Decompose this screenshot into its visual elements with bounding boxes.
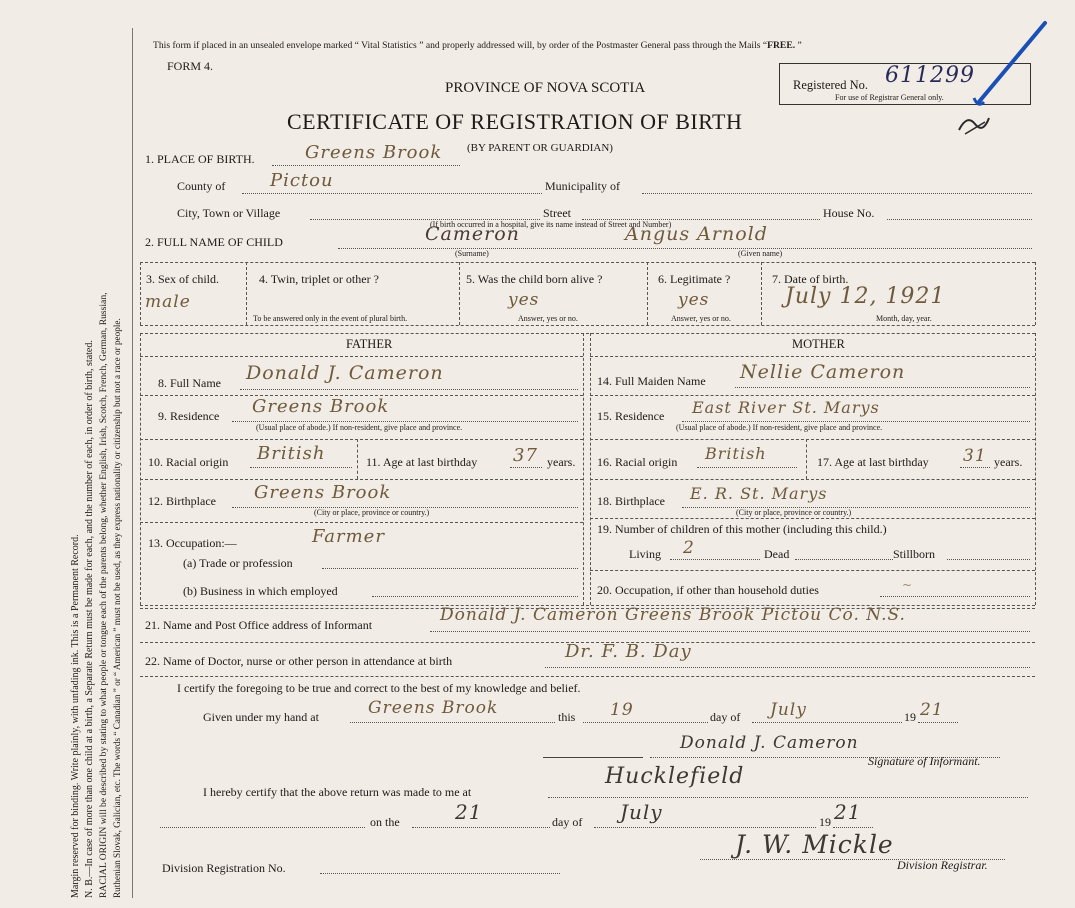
- father-birthplace-label: 12. Birthplace: [148, 494, 216, 508]
- box-divider: [246, 262, 247, 325]
- mother-occupation-mark: ~: [902, 578, 914, 592]
- margin-note-racial-2: Ruthenian Slovak, Galician, etc. The words “ Canadian ” or “ American ” must not be used, as they express nationality or citizenship but not a race or people.: [112, 318, 122, 898]
- given-month-line: [752, 722, 902, 723]
- sex-label: 3. Sex of child.: [146, 272, 219, 286]
- given-place-value: Greens Brook: [368, 698, 499, 718]
- box-divider: [1035, 262, 1036, 325]
- given-month-value: July: [770, 700, 807, 720]
- box-divider: [647, 262, 648, 325]
- by-parent-note: (BY PARENT OR GUARDIAN): [467, 142, 613, 154]
- registrar-month-value: July: [620, 800, 663, 824]
- registrar-year-value: 21: [834, 800, 862, 824]
- box-row-bottom: [140, 325, 1035, 326]
- county-label: County of: [177, 179, 226, 193]
- given-year-value: 21: [920, 700, 944, 720]
- mother-birthplace-label: 18. Birthplace: [597, 494, 665, 508]
- given-place-line: [350, 722, 555, 723]
- alive-label: 5. Was the child born alive ?: [466, 272, 603, 286]
- father-age-label: 11. Age at last birthday: [366, 455, 478, 469]
- certify-statement: I certify the foregoing to be true and correct to the best of my knowledge and belief.: [177, 681, 581, 695]
- father-name-line: [240, 389, 578, 390]
- stillborn-line: [947, 559, 1030, 560]
- legitimate-label: 6. Legitimate ?: [658, 272, 731, 286]
- father-row-rule: [140, 479, 583, 480]
- parents-mid2: [590, 333, 591, 605]
- registrar-signature-caption: Division Registrar.: [897, 858, 988, 872]
- given-year-line: [918, 722, 958, 723]
- parents-top: [140, 333, 1035, 334]
- living-label: Living: [629, 547, 661, 561]
- place-line: [272, 165, 460, 166]
- registrar-day-of-label: day of: [552, 815, 583, 829]
- house-line: [887, 219, 1032, 220]
- mother-age-line: [960, 467, 990, 468]
- father-name-label: 8. Full Name: [158, 376, 221, 390]
- father-heading: FATHER: [346, 337, 393, 351]
- mother-residence-label: 15. Residence: [597, 409, 665, 423]
- father-row-rule: [140, 439, 583, 440]
- informant-line: [430, 631, 1030, 632]
- margin-note-binding: Margin reserved for binding. Write plainly, with unfading ink. This is a Permanent Record.: [70, 534, 81, 898]
- father-residence-value: Greens Brook: [252, 396, 390, 417]
- box-divider: [459, 262, 460, 325]
- registrar-day-line: [412, 827, 550, 828]
- informant-signature-caption: Signature of Informant.: [868, 754, 981, 768]
- registrar-lead-line: [160, 827, 365, 828]
- father-racial-line: [250, 467, 352, 468]
- date-of-birth-label: 7. Date of birth.: [772, 272, 849, 286]
- mother-age-value: 31: [963, 446, 987, 466]
- doctor-rule: [140, 676, 1035, 677]
- county-value: Pictou: [270, 170, 334, 191]
- mother-row-rule: [590, 479, 1035, 480]
- mother-residence-value: East River St. Marys: [692, 398, 880, 417]
- mother-name-line: [735, 387, 1030, 388]
- box-divider: [761, 262, 762, 325]
- mother-residence-line: [682, 421, 1030, 422]
- father-age-value: 37: [513, 445, 538, 466]
- father-row-rule: [140, 522, 583, 523]
- children-count-label: 19. Number of children of this mother (including this child.): [597, 522, 887, 536]
- doctor-label: 22. Name of Doctor, nurse or other person in attendance at birth: [145, 654, 453, 668]
- mother-racial-label: 16. Racial origin: [597, 455, 678, 469]
- mother-birthplace-note: (City or place, province or country.): [736, 508, 852, 517]
- day-of-label: day of: [710, 710, 741, 724]
- house-label: House No.: [823, 206, 875, 220]
- trade-line: [322, 568, 578, 569]
- form-number: FORM 4.: [167, 59, 214, 73]
- county-line: [242, 193, 542, 194]
- municipality-label: Municipality of: [545, 179, 620, 193]
- ink-mark: [955, 110, 995, 140]
- mother-birthplace-value: E. R. St. Marys: [690, 484, 828, 503]
- blue-check-mark: [960, 18, 1060, 118]
- mother-row-rule: [590, 518, 1035, 519]
- registrar-month-line: [594, 827, 816, 828]
- date-of-birth-note: Month, day, year.: [876, 314, 932, 323]
- father-birthplace-value: Greens Brook: [254, 482, 392, 503]
- parents-right: [1035, 333, 1036, 605]
- father-racial-label: 10. Racial origin: [148, 455, 229, 469]
- margin-note-nb: N. B.—In case of more than one child at a birth, a Separate Return must be made for each, and the number of each, in order of birth, stated.: [84, 340, 95, 898]
- parents-left: [140, 333, 141, 605]
- registrar-signature: J. W. Mickle: [735, 830, 894, 859]
- mother-age-label: 17. Age at last birthday: [817, 455, 929, 469]
- this-label: this: [558, 710, 576, 724]
- living-value: 2: [683, 538, 695, 558]
- mail-note-text: This form if placed in an unsealed envelope marked “ Vital Statistics ” and properly addressed will, by order of the Postmaster General pass through the Mails “: [153, 40, 768, 51]
- binding-margin-rule: [132, 28, 133, 898]
- division-registration-label: Division Registration No.: [162, 861, 286, 875]
- mother-row-rule: [590, 570, 1035, 571]
- alive-value: yes: [508, 290, 540, 310]
- street-label: Street: [543, 206, 571, 220]
- doctor-line: [545, 667, 1030, 668]
- signature-start-rule: [543, 757, 643, 758]
- registrar-year-prefix: 19: [819, 815, 831, 829]
- stillborn-label: Stillborn: [893, 547, 936, 561]
- mother-occupation-label: 20. Occupation, if other than household duties: [597, 583, 819, 597]
- registrar-use-note: For use of Registrar General only.: [835, 93, 944, 102]
- father-occupation-value: Farmer: [312, 526, 385, 547]
- informant-label: 21. Name and Post Office address of Informant: [145, 618, 373, 632]
- given-day-value: 19: [610, 700, 634, 720]
- registrar-statement: I hereby certify that the above return was made to me at: [203, 785, 472, 799]
- mother-years-label: years.: [994, 455, 1023, 469]
- municipality-line: [642, 193, 1032, 194]
- legitimate-value: yes: [678, 290, 710, 310]
- given-under-hand-label: Given under my hand at: [203, 710, 319, 724]
- living-line: [670, 559, 760, 560]
- box-divider: [140, 262, 141, 325]
- mother-racial-divider: [806, 439, 807, 479]
- father-residence-note: (Usual place of abode.) If non-resident, give place and province.: [256, 423, 463, 432]
- registrar-place-value: Hucklefield: [605, 764, 745, 789]
- given-name-caption: (Given name): [738, 249, 783, 258]
- date-of-birth-value: July 12, 1921: [785, 284, 946, 309]
- sex-value: male: [145, 292, 191, 312]
- mother-occupation-line: [880, 596, 1030, 597]
- mother-name-value: Nellie Cameron: [740, 361, 906, 383]
- business-label: (b) Business in which employed: [183, 584, 338, 598]
- child-name-line: [338, 248, 1032, 249]
- mother-racial-value: British: [705, 444, 767, 463]
- box-row-top: [140, 262, 1035, 263]
- father-birthplace-note: (City or place, province or country.): [314, 508, 430, 517]
- given-day-line: [583, 722, 708, 723]
- registered-label: Registered No.: [793, 78, 868, 92]
- father-heading-rule: [140, 356, 583, 357]
- registrar-place-line: [548, 797, 1028, 798]
- dead-label: Dead: [764, 547, 790, 561]
- city-label: City, Town or Village: [177, 206, 281, 220]
- given-year-prefix: 19: [904, 710, 916, 724]
- father-racial-divider: [357, 439, 358, 479]
- mother-residence-note: (Usual place of abode.) If non-resident, give place and province.: [676, 423, 883, 432]
- father-age-line: [510, 467, 542, 468]
- twin-note: To be answered only in the event of plural birth.: [253, 314, 408, 323]
- division-registration-line: [320, 873, 560, 874]
- mother-heading-rule: [590, 356, 1035, 357]
- registered-number: 611299: [885, 63, 975, 88]
- mail-note-free: FREE.: [767, 40, 796, 51]
- father-name-value: Donald J. Cameron: [246, 362, 444, 384]
- mother-name-label: 14. Full Maiden Name: [597, 374, 706, 388]
- dead-line: [795, 559, 893, 560]
- registrar-year-line: [833, 827, 873, 828]
- mother-row-rule: [590, 395, 1035, 396]
- margin-note-racial: RACIAL ORIGIN will be described by stating to what people or tongue each of the parents belong, whether English, Irish, Scotch, French, German, Russian,: [98, 292, 109, 898]
- mail-note: [153, 40, 802, 51]
- business-line: [372, 596, 578, 597]
- father-residence-line: [232, 421, 578, 422]
- surname-caption: (Surname): [455, 249, 489, 258]
- father-occupation-label: 13. Occupation:—: [148, 536, 237, 550]
- mother-row-rule: [590, 439, 1035, 440]
- on-the-label: on the: [370, 815, 400, 829]
- child-given-name: Angus Arnold: [625, 223, 768, 245]
- child-name-label: 2. FULL NAME OF CHILD: [145, 235, 283, 249]
- trade-label: (a) Trade or profession: [183, 556, 293, 570]
- mail-note-end: ”: [795, 40, 802, 51]
- alive-note: Answer, yes or no.: [518, 314, 578, 323]
- mother-racial-line: [697, 467, 797, 468]
- registrar-day-value: 21: [455, 800, 483, 824]
- place-of-birth-value: Greens Brook: [305, 142, 443, 163]
- hospital-note: (If birth occurred in a hospital, give its name instead of Street and Number): [430, 220, 672, 229]
- informant-signature: Donald J. Cameron: [680, 733, 859, 753]
- twin-label: 4. Twin, triplet or other ?: [259, 272, 379, 286]
- father-racial-value: British: [257, 443, 326, 464]
- mother-heading: MOTHER: [792, 337, 845, 351]
- father-residence-label: 9. Residence: [158, 409, 220, 423]
- province-heading: PROVINCE OF NOVA SCOTIA: [445, 80, 646, 96]
- place-of-birth-label: 1. PLACE OF BIRTH.: [145, 152, 255, 166]
- certificate-title: CERTIFICATE OF REGISTRATION OF BIRTH: [287, 109, 743, 134]
- mother-birthplace-line: [682, 507, 1030, 508]
- doctor-value: Dr. F. B. Day: [565, 641, 692, 662]
- legitimate-note: Answer, yes or no.: [671, 314, 731, 323]
- informant-value: Donald J. Cameron Greens Brook Pictou Co. N.S.: [440, 605, 906, 625]
- father-years-label: years.: [547, 455, 576, 469]
- child-surname: Cameron: [425, 223, 520, 245]
- parents-mid: [583, 333, 584, 605]
